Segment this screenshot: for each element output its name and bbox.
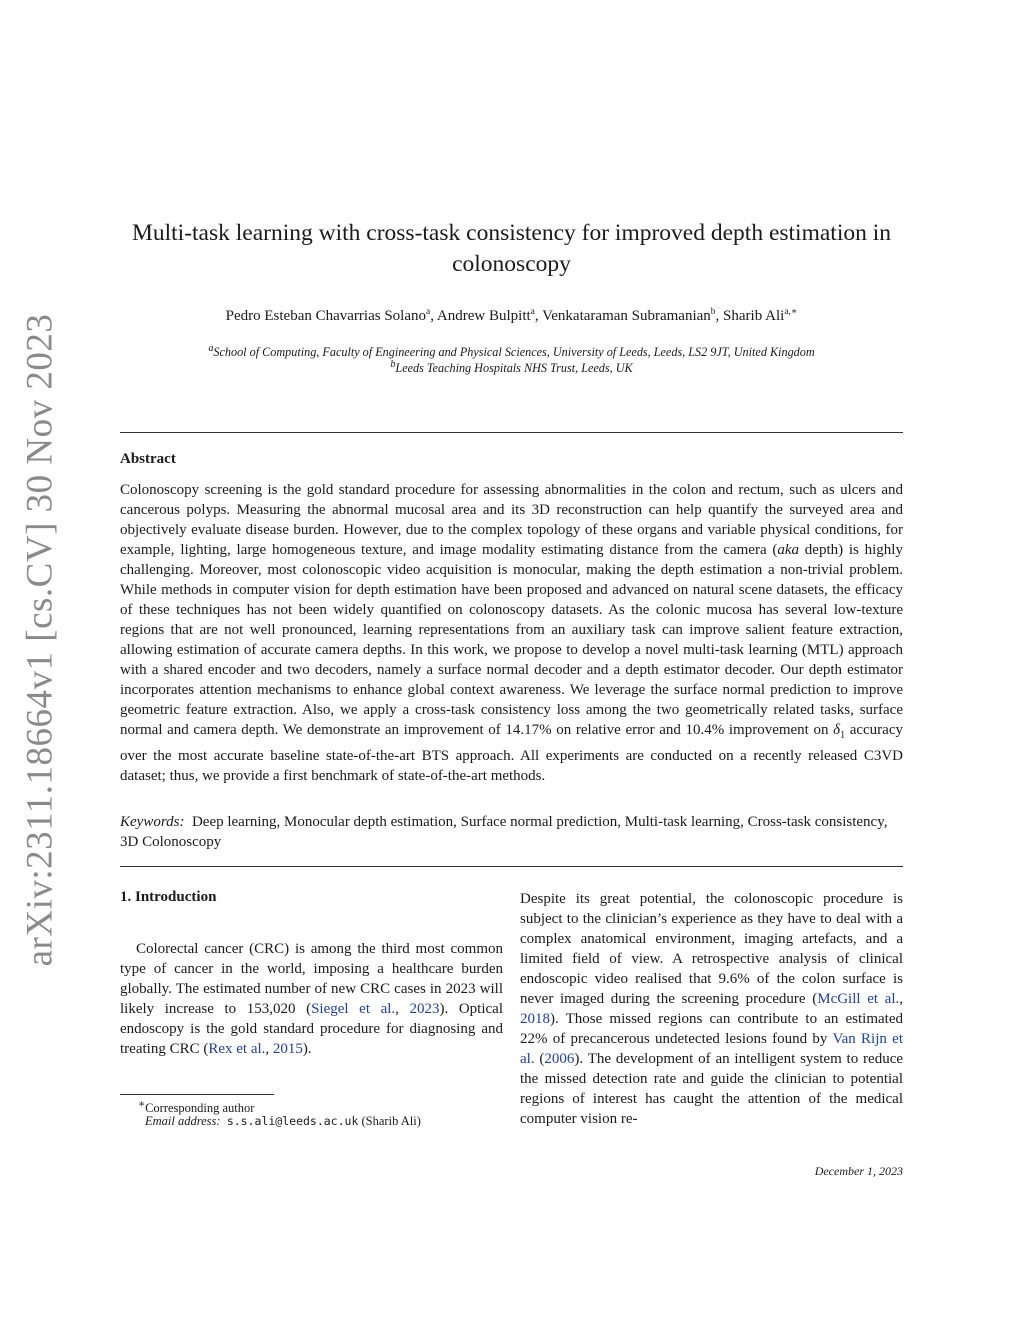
abstract-text: Colonoscopy screening is the gold standard procedure for assessing abnormalities in the colon and rectum, such as ulcers and cancerous polyps. Measuring the abnormal mucosal area and its 3D reconstruction can help quantify the surveyed area and objectively evaluate disease burden. However, due to the complex topology of these organs and variable physical conditions, for example, lighting, large homogeneous texture, and image modality estimating distance from the camera ( xyxy=(120,482,903,558)
body-text: , xyxy=(395,1001,410,1017)
author-list: Pedro Esteban Chavarrias Solano$^a$, Andrew Bulpitt$^a$, Venkataraman Subramanian$^b$, Sharib Ali$^{a,∗}$ xyxy=(225,307,798,324)
footnote-text: Corresponding author xyxy=(145,1101,255,1116)
email-owner: (Sharib Ali) xyxy=(361,1114,421,1128)
body-text: ). xyxy=(302,1041,312,1057)
divider xyxy=(120,866,903,867)
body-text: , xyxy=(899,991,903,1007)
email-address[interactable]: s.s.ali@leeds.ac.uk xyxy=(226,1114,359,1128)
citation-year-link[interactable]: 2015 xyxy=(272,1041,303,1057)
affiliation-text: Leeds Teaching Hospitals NHS Trust, Leeds, UK xyxy=(395,361,633,376)
citation-year-link[interactable]: 2006 xyxy=(544,1051,575,1067)
paper-title: Multi-task learning with cross-task consistency for improved depth estimation in colonoscopy xyxy=(131,220,892,277)
keywords xyxy=(120,812,903,852)
citation-link[interactable]: Rex et al. xyxy=(208,1041,266,1057)
author-name: Andrew Bulpitt xyxy=(436,308,531,324)
section-heading-introduction: 1. Introduction xyxy=(120,889,217,905)
author-name: Venkataraman Subramanian xyxy=(542,308,711,324)
divider xyxy=(120,432,903,433)
abstract-body xyxy=(120,480,903,786)
affiliation-mark: a xyxy=(208,343,214,354)
footnote-divider xyxy=(120,1094,274,1095)
citation-link[interactable]: Van Rijn et al. xyxy=(520,1031,903,1067)
affiliation xyxy=(120,359,903,376)
delta-subscript: 1 xyxy=(840,730,846,741)
author-affil-mark: a xyxy=(530,307,535,317)
intro-column-right xyxy=(520,889,903,1129)
abstract-heading: Abstract xyxy=(120,451,176,467)
author-affil-mark: a xyxy=(426,307,431,317)
body-text: ( xyxy=(534,1051,545,1067)
author-affil-mark: b xyxy=(710,307,716,317)
keywords-text: Deep learning, Monocular depth estimation, Surface normal prediction, Multi-task learning, Cross-task consistency, 3D Colonoscopy xyxy=(120,814,888,850)
delta-symbol: δ xyxy=(833,722,841,738)
affiliation-text: School of Computing, Faculty of Engineering and Physical Sciences, University of Leeds, Leeds, LS2 9JT, United Kingdom xyxy=(213,345,815,360)
author-affil-mark: a,∗ xyxy=(784,307,798,317)
citation-link[interactable]: Siegel et al. xyxy=(311,1001,396,1017)
abstract-aka: aka xyxy=(777,542,800,558)
footnote-mark: ∗ xyxy=(138,1099,146,1110)
affiliation-mark: b xyxy=(390,359,396,370)
body-text: Despite its great potential, the colonoscopic procedure is subject to the clinician’s experience as they have to deal with a complex anatomical environment, imaging artefacts, and a limited field of view. A retrospective analysis of clinical endoscopic video realised that 9.6% of the colon surface is never imaged during the screening procedure ( xyxy=(520,891,903,1007)
citation-year-link[interactable]: 2023 xyxy=(409,1001,440,1017)
abstract-text: depth) is highly challenging. Moreover, most colonoscopic video acquisition is monocular, making the depth estimation a non-trivial problem. While methods in computer vision for depth estimation have been proposed and advanced on natural scene datasets, the efficacy of these techniques has not been widely quantified on colonoscopy datasets. As the colonic mucosa has several low-texture regions that are not well pronounced, learning representations from an auxiliary task can improve salient feature extraction, allowing estimation of accurate camera depths. In this work, we propose to develop a novel multi-task learning (MTL) approach with a shared encoder and two decoders, namely a surface normal decoder and a depth estimator decoder. Our depth estimator incorporates attention mechanisms to enhance global context awareness. We leverage the surface normal prediction to improve geometric feature extraction. Also, we apply a cross-task consistency loss among the two geometrically related tasks, surface normal and camera depth. We demonstrate an improvement of 14.17% on relative error and 10.4% improvement on xyxy=(120,542,903,738)
abstract-text: accuracy over the most accurate baseline state-of-the-art BTS approach. All experiments are conducted on a recently released C3VD dataset; thus, we provide a first benchmark of state-of-the-art methods. xyxy=(120,722,903,784)
affiliation xyxy=(120,343,903,360)
citation-year-link[interactable]: 2018 xyxy=(520,1011,550,1027)
intro-column-left xyxy=(120,939,503,1059)
footnote-email xyxy=(145,1114,421,1129)
citation-link[interactable]: McGill et al. xyxy=(817,991,900,1007)
body-text: ). Optical endoscopy is the gold standard procedure for diagnosing and treating CRC ( xyxy=(120,1001,503,1057)
author-name: Pedro Esteban Chavarrias Solano xyxy=(225,308,426,324)
arxiv-sidebar xyxy=(0,0,90,1325)
keywords-label: Keywords: xyxy=(120,814,185,830)
page-date: December 1, 2023 xyxy=(814,1164,903,1178)
author-name: Sharib Ali xyxy=(723,308,785,324)
body-text: ). The development of an intelligent system to reduce the missed detection rate and guide the clinician to potential regions of interest has caught the attention of the medical computer vision re- xyxy=(520,1051,904,1127)
body-text: Colorectal cancer (CRC) is among the third most common type of cancer in the world, imposing a healthcare burden globally. The estimated number of new CRC cases in 2023 will likely increase to 153,020 ( xyxy=(120,941,503,1017)
body-text: ). Those missed regions can contribute to an estimated 22% of precancerous undetected lesions found by xyxy=(520,1011,903,1047)
arxiv-identifier: arXiv:2311.18664v1 [cs.CV] 30 Nov 2023 xyxy=(19,313,61,967)
body-text: , xyxy=(265,1041,273,1057)
email-label: Email address: xyxy=(145,1114,221,1128)
